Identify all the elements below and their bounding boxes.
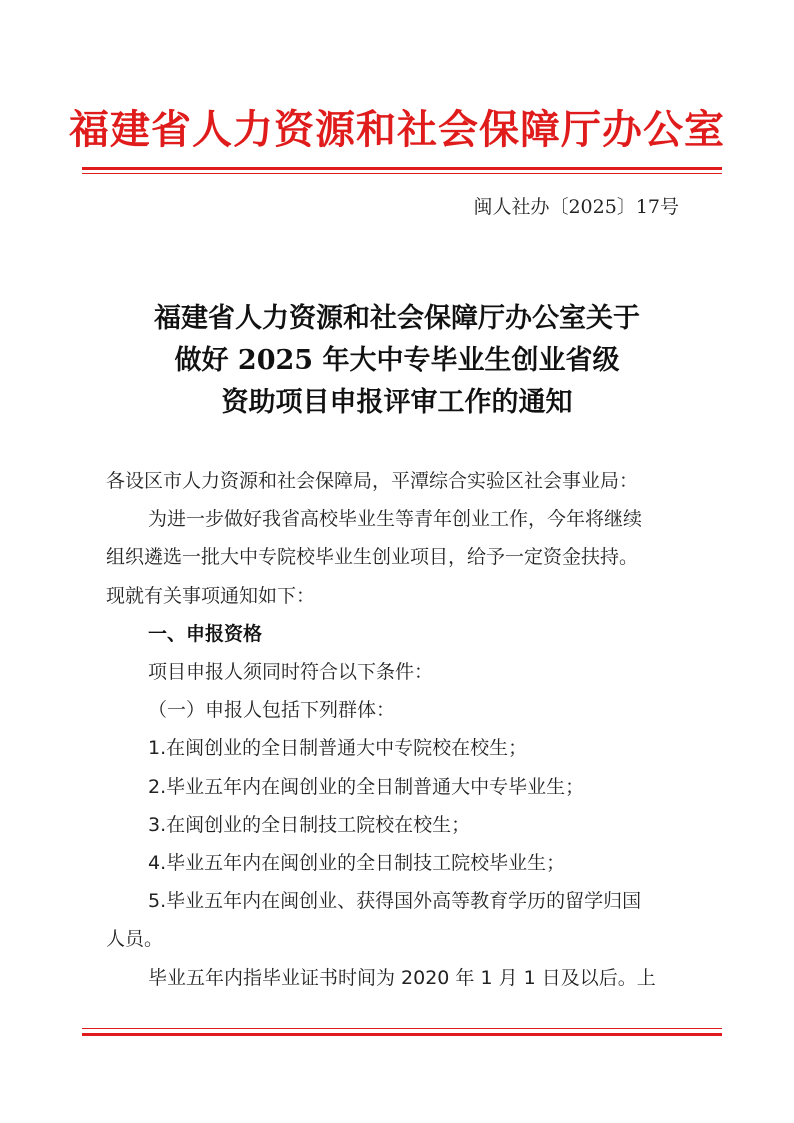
intro-line-1: 为进一步做好我省高校毕业生等青年创业工作，今年将继续: [148, 508, 643, 531]
document-number: 闽人社办〔2025〕17号: [473, 196, 679, 218]
list-item: 1.在闽创业的全日制普通大中专院校在校生；: [148, 737, 528, 760]
subsection-1: （一）申报人包括下列群体：: [148, 699, 396, 722]
list-item: 4.毕业五年内在闽创业的全日制技工院校毕业生；: [148, 852, 566, 875]
document-title: [0, 298, 794, 424]
letterhead-org-name: 福建省人力资源和社会保障厅办公室: [69, 106, 725, 153]
section-1-heading: 一、申报资格: [148, 622, 263, 645]
footer-rule-thin: [82, 1028, 722, 1029]
graduation-definition-line: 毕业五年内指毕业证书时间为 2020 年 1 月 1 日及以后。上: [148, 966, 656, 989]
document-body: [106, 462, 706, 997]
letterhead-rule-thin: [82, 173, 722, 174]
section-1-intro: 项目申报人须同时符合以下条件：: [148, 661, 434, 684]
title-line-1: 福建省人力资源和社会保障厅办公室关于: [154, 303, 640, 334]
title-line-2: 做好 2025 年大中专毕业生创业省级: [174, 345, 620, 376]
letterhead-rule-thick: [82, 167, 722, 170]
list-item-5-line-2: 人员。: [106, 928, 164, 951]
list-item: 2.毕业五年内在闽创业的全日制普通大中专毕业生；: [148, 775, 585, 798]
salutation: 各设区市人力资源和社会保障局，平潭综合实验区社会事业局：: [106, 470, 639, 492]
title-line-3: 资助项目申报评审工作的通知: [221, 387, 573, 418]
list-item: 3.在闽创业的全日制技工院校在校生；: [148, 813, 471, 836]
intro-line-3: 现就有关事项通知如下：: [106, 584, 316, 607]
list-item-5-line-1: 5.毕业五年内在闽创业、获得国外高等教育学历的留学归国: [148, 890, 642, 913]
footer-rule-thick: [82, 1033, 722, 1036]
intro-line-2: 组织遴选一批大中专院校毕业生创业项目，给予一定资金扶持。: [106, 546, 639, 569]
